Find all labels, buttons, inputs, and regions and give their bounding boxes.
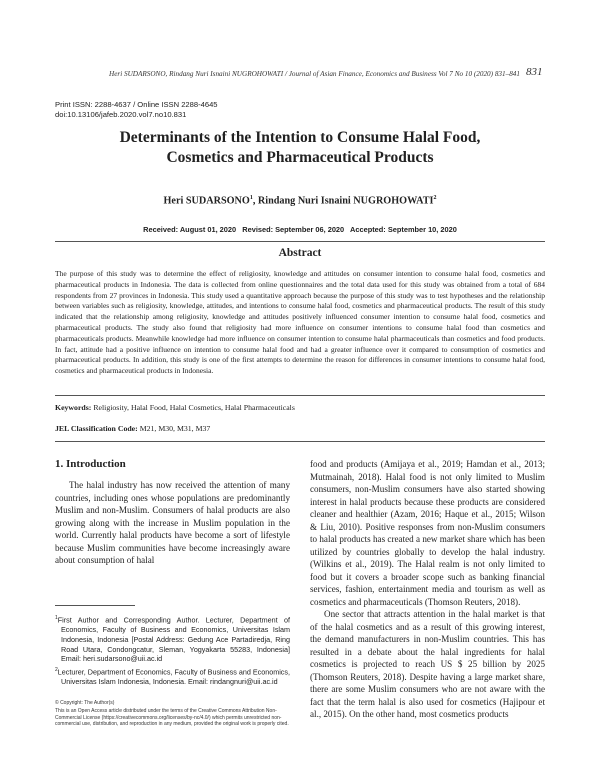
author-2-mark: 2 (433, 195, 437, 201)
abstract-body: The purpose of this study was to determine the effect of religiosity, knowledge and attitudes on consumer intention to consume halal food, cosmetics and pharmaceutical products in Indonesia. The data is collected from online questionnaires and the total data used for this study was obtained from a total of 684 respondents from 27 provinces in Indonesia. This study used a quantitative approach because the purpose of this study was to test hypotheses and the relationship between variables such as religiosity, knowledge, attitudes, and intentions to consume halal food, cosmetics and pharmaceutical products. The result of this study indicated that the relationship among religiosity, knowledge and attitudes positively influenced consumer intention to consume halal food, cosmetics and pharmaceutical products. The study also found that religiosity had more influence on consumer intentions to consume halal food than cosmetics and pharmaceuticals products. Meanwhile knowledge had more influence on consumer intention to consume halal pharmaceuticals than cosmetics and food products. In fact, attitude had a positive influence on intention to consume halal food and had a greater influence over it compared to consumption of cosmetics and pharmaceutical products. In addition, this study is one of the first attempts to determine the reason for differences in consumer intentions to consume halal food, cosmetics and pharmaceutical products in Indonesia. (55, 269, 545, 376)
footnote-2 (55, 666, 290, 687)
keywords-label: Keywords: (55, 403, 92, 412)
footnote-2-text: Lecturer, Department of Economics, Faculty of Business and Economics, Universitas Islam Indonesia, Indonesia. Email: rindangnuri@uii.ac.id (57, 667, 290, 686)
footnote-1 (55, 614, 290, 664)
author-1-mark: 1 (249, 195, 253, 201)
footnote-divider (55, 605, 135, 606)
title-line-1: Determinants of the Intention to Consume Halal Food, (119, 129, 481, 146)
footnotes (55, 614, 290, 689)
jel-codes (55, 424, 545, 433)
article-title (55, 128, 545, 168)
author-1: Heri SUDARSONO (163, 195, 250, 207)
keywords (55, 403, 545, 412)
article-dates: Received: August 01, 2020 Revised: September 06, 2020 Accepted: September 10, 2020 (143, 225, 457, 234)
section-heading-introduction: 1. Introduction (55, 458, 126, 470)
divider-top (55, 241, 545, 242)
intro-paragraph-1: The halal industry has now received the attention of many countries, including ones whose populations are predominantly Muslim and non-Muslim. Consumers of halal products are also growing along with the increase in Muslim population in the world. Currently halal products have become a sort of lifestyle because Muslim communities have become increasingly aware about consumption of halal (55, 480, 290, 565)
doi-line[interactable]: doi:10.13106/jafeb.2020.vol7.no10.831 (55, 110, 187, 119)
author-list (55, 195, 545, 206)
license-text: This is an Open Access article distributed under the terms of the Creative Commons Attribution Non-Commercial License (https://creativecommons.org/licenses/by-nc/4.0/) which permits unrestricted non-commercial use, distribution, and reproduction in any medium, provided the original work is properly cited. (55, 708, 289, 727)
page-number: 831 (526, 66, 543, 78)
footnote-1-text: First Author and Corresponding Author. Lecturer, Department of Economics, Faculty of Business and Economics, Universitas Islam Indonesia, Indonesia [Postal Address: Gedung Ace Partadiredja, Ring Road Utara, Condongcatur, Sleman, Yogyakarta 55283, Indonesia] Email: heri.sudarsono@uii.ac.id (57, 615, 290, 664)
abstract-heading: Abstract (278, 247, 322, 259)
author-separator: , (252, 195, 258, 207)
divider-abstract (55, 395, 545, 396)
intro-paragraph-2: food and products (Amijaya et al., 2019; Hamdan et al., 2013; Mutmainah, 2018). Halal food is not only limited to Muslim consumers, non-Muslim consumers have also started showing interest in halal products because these products are considered cleaner and healthier (Azam, 2016; Haque et al., 2015; Wilson & Liu, 2010). Positive responses from non-Muslim consumers to halal products has created a new market share which has been utilized by countries globally to develop the halal industry. (Wilkins et al., 2019). The Halal realm is not only limited to food but it covers a broader scope such as banking financial services, fashion, entertainment media and tourism as well as cosmetics and pharmaceuticals (Thomson Reuters, 2018). (310, 459, 545, 607)
issn-line: Print ISSN: 2288-4637 / Online ISSN 2288-4645 (55, 100, 218, 109)
title-line-2: Cosmetics and Pharmaceutical Products (166, 149, 434, 166)
running-head: Heri SUDARSONO, Rindang Nuri Isnaini NUGROHOWATI / Journal of Asian Finance, Economics and Business Vol 7 No 10 (2020) 831–841 (109, 70, 520, 78)
copyright-line: © Copyright: The Author(s) (55, 700, 115, 706)
jel-text: M21, M30, M31, M37 (137, 424, 211, 433)
intro-paragraph-3: One sector that attracts attention in the halal market is that of the halal cosmetics and as a result of this growing interest, the demand manufacturers in non-Muslim countries. This has resulted in a debate about the halal ingredients for halal cosmetics is projected to reach US $ 25 billion by 2025 (Thomson Reuters, 2018). Despite having a large market share, there are some Muslim consumers who are not aware with the fact that the term halal is also used for cosmetics (Hajipour et al., 2015). On the other hand, most cosmetics products (310, 609, 545, 719)
intro-right-column (310, 458, 545, 721)
keywords-text: Religiosity, Halal Food, Halal Cosmetics, Halal Pharmaceuticals (91, 403, 295, 412)
footnote-2-mark: 2 (55, 666, 58, 673)
footnote-1-mark: 1 (55, 615, 58, 621)
divider-jel (55, 441, 545, 442)
jel-label: JEL Classification Code: (55, 424, 138, 433)
author-2: Rindang Nuri Isnaini NUGROHOWATI (257, 195, 434, 207)
copyright-notice (55, 700, 290, 729)
intro-left-column (55, 479, 290, 567)
issn-block (55, 100, 218, 120)
